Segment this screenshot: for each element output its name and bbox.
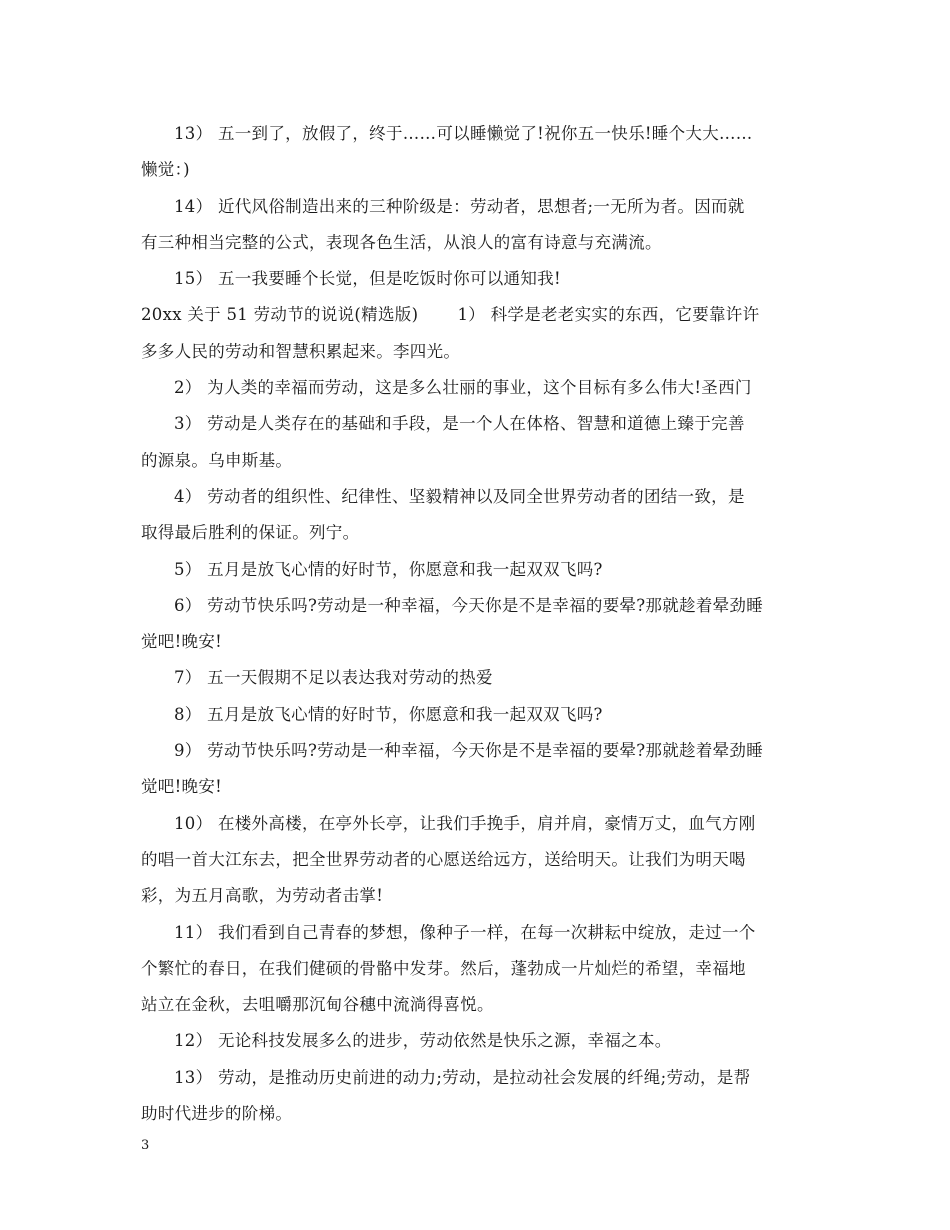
text-line: 觉吧!晚安!: [141, 632, 223, 652]
text-line: 个繁忙的春日，在我们健硕的骨骼中发芽。然后，蓬勃成一片灿烂的希望，幸福地: [141, 958, 746, 978]
page-number: 3: [141, 1138, 150, 1153]
text-line: 8） 五月是放飞心情的好时节，你愿意和我一起双双飞吗?: [174, 704, 603, 724]
text-line: 彩，为五月高歌，为劳动者击掌!: [141, 886, 384, 906]
document-body: [141, 116, 813, 1132]
text-line: 11） 我们看到自己青春的梦想，像种子一样，在每一次耕耘中绽放，走过一个: [174, 922, 756, 942]
text-line: 取得最后胜利的保证。列宁。: [141, 523, 360, 543]
text-line: 20xx 关于 51 劳动节的说说(精选版) 1） 科学是老老实实的东西，它要靠许许: [141, 305, 760, 325]
text-line: 4） 劳动者的组织性、纪律性、坚毅精神以及同全世界劳动者的团结一致，是: [174, 486, 745, 506]
text-line: 觉吧!晚安!: [141, 777, 223, 797]
text-line: 13） 劳动，是推动历史前进的动力;劳动，是拉动社会发展的纤绳;劳动，是帮: [174, 1067, 751, 1087]
text-line: 9） 劳动节快乐吗?劳动是一种幸福，今天你是不是幸福的要晕?那就趁着晕劲睡: [174, 741, 764, 761]
text-line: 懒觉：): [141, 160, 190, 180]
text-line: 有三种相当完整的公式，表现各色生活，从浪人的富有诗意与充满流。: [141, 232, 662, 252]
text-line: 14） 近代风俗制造出来的三种阶级是：劳动者，思想者;一无所为者。因而就: [174, 196, 745, 216]
text-line: 站立在金秋，去咀嚼那沉甸谷穗中流淌得喜悦。: [141, 995, 494, 1015]
text-line: 13） 五一到了，放假了，终于……可以睡懒觉了!祝你五一快乐!睡个大大……: [174, 124, 753, 143]
text-line: 2） 为人类的幸福而劳动，这是多么壮丽的事业，这个目标有多么伟大!圣西门: [174, 378, 752, 398]
text-line: 3） 劳动是人类存在的基础和手段，是一个人在体格、智慧和道德上臻于完善: [174, 414, 745, 434]
text-line: 的源泉。乌申斯基。: [141, 450, 293, 470]
text-line: 7） 五一天假期不足以表达我对劳动的热爱: [174, 668, 493, 688]
text-line: 的唱一首大江东去，把全世界劳动者的心愿送给远方，送给明天。让我们为明天喝: [141, 849, 746, 869]
text-line: 5） 五月是放飞心情的好时节，你愿意和我一起双双飞吗?: [174, 559, 603, 579]
text-line: 助时代进步的阶梯。: [141, 1104, 293, 1124]
text-line: 15） 五一我要睡个长觉，但是吃饭时你可以通知我!: [174, 269, 561, 289]
text-line: 多多人民的劳动和智慧积累起来。李四光。: [141, 341, 461, 361]
text-line: 10） 在楼外高楼，在亭外长亭，让我们手挽手，肩并肩，豪情万丈，血气方刚: [174, 813, 756, 833]
text-line: 12） 无论科技发展多么的进步，劳动依然是快乐之源，幸福之本。: [174, 1031, 672, 1051]
text-line: 6） 劳动节快乐吗?劳动是一种幸福，今天你是不是幸福的要晕?那就趁着晕劲睡: [174, 595, 764, 615]
